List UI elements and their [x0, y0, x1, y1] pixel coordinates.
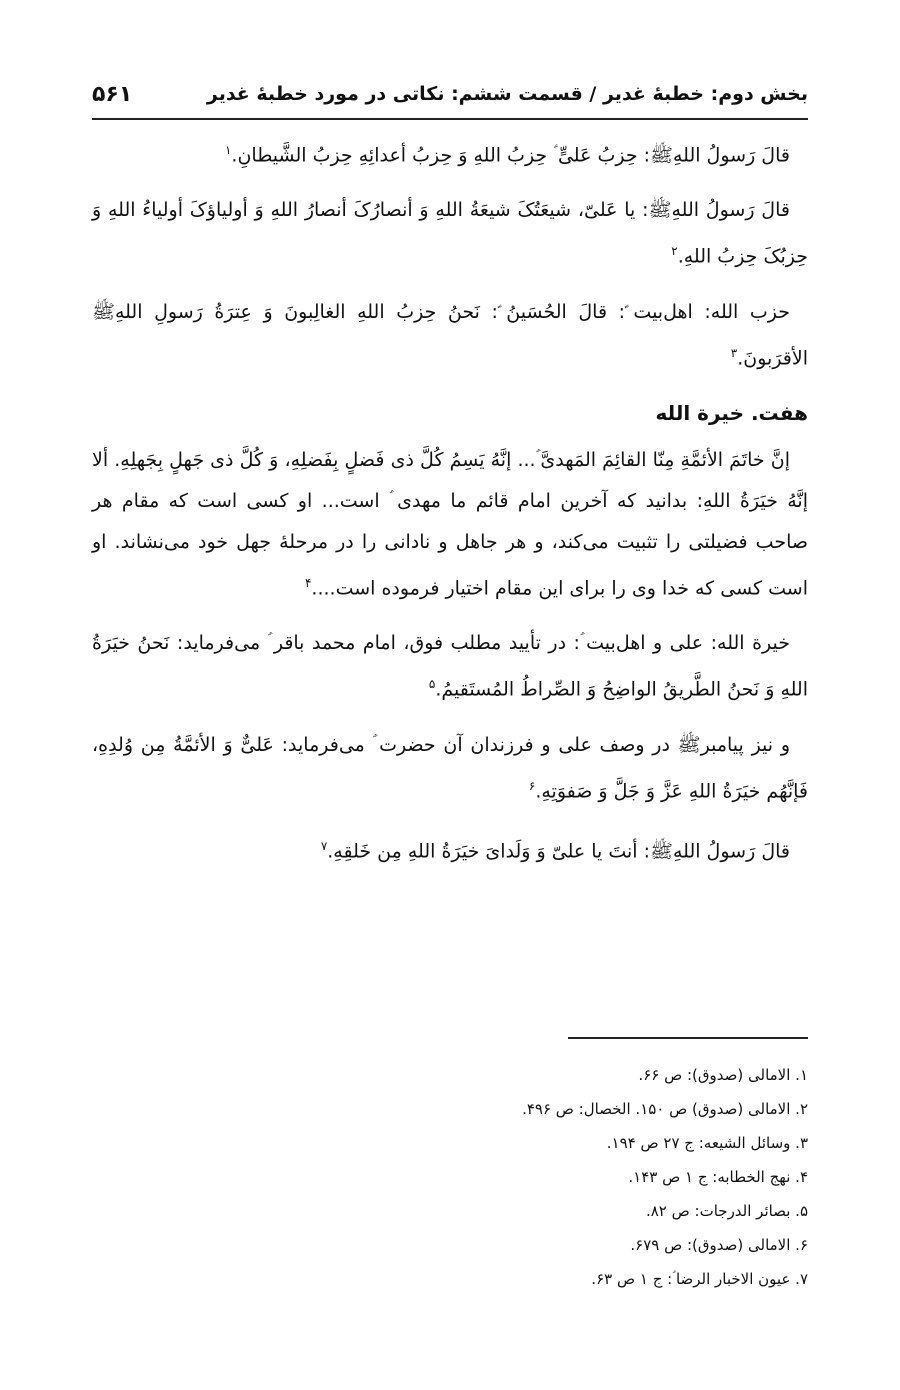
section-heading: هفت. خیرة الله	[655, 400, 808, 425]
footnote-item: ۴. نهج الخطابه: ج ۱ ص ۱۴۳.	[628, 1168, 808, 1186]
paragraph-text: قالَ رَسولُ اللهِﷺ: أنتَ یا علیّ وَ وَلَدایَ خیَرَةُ اللهِ مِن خَلقِهِ.	[327, 840, 790, 863]
paragraph-text: إنَّ خاتَمَ الأئمَّةِ مِنّا القائِمَ المَهدیَّ ؑ... إنَّهُ یَسِمُ کُلَّ ذی فَضلٍ بِفَضلِهِ، وَ کُلَّ ذی جَهلٍ بِجَهلِهِ. ألا إنَّهُ خیَرَةُ اللهِ: بدانید که آخرین امام قائم ما مهدی ؑ است... او کسی است که مقام هر صاحب فضیلتی را تثبیت می‌کند، و هر جاهل و نادانی را در مرحلهٔ جهل خود می‌نشاند. او است کسی که خدا وی را برای این مقام اختیار فرموده است....	[92, 448, 808, 600]
running-title: بخش دوم: خطبهٔ غدیر / قسمت ششم: نکاتی در مورد خطبهٔ غدیر	[206, 83, 808, 105]
paragraph	[92, 725, 808, 812]
paragraph-text: قالَ رَسولُ اللهِﷺ: حِزبُ عَلیٍّ ؑ حِزبُ اللهِ وَ حِزبُ أعدائِهِ حِزبُ الشَّیطانِ.	[231, 144, 790, 167]
footnote-item: ۷. عیون الاخبار الرضا ؑ: ج ۱ ص ۶۳.	[591, 1270, 808, 1288]
footnote-ref[interactable]: ۴	[304, 575, 312, 590]
footnote-item: ۲. الامالی (صدوق) ص ۱۵۰. الخصال: ص ۴۹۶.	[522, 1100, 808, 1118]
footnote-item: ۱. الامالی (صدوق): ص ۶۶.	[638, 1066, 808, 1084]
main-text	[92, 130, 808, 886]
footnote-item: ۵. بصائر الدرجات: ص ۸۲.	[645, 1202, 808, 1220]
paragraph-text: حزب الله: اهل‌بیت ؑ: قالَ الحُسَینُ ؑ: نَحنُ حِزبُ اللهِ الغالِبونَ وَ عِترَةُ رَسولِ اللهِﷺ الأقرَبونَ.	[92, 300, 808, 369]
paragraph	[92, 190, 808, 277]
footnote-ref[interactable]: ۲	[671, 244, 678, 259]
footnote-ref[interactable]: ۶	[528, 778, 536, 793]
paragraph	[92, 826, 808, 872]
page-header	[92, 70, 808, 120]
paragraph-text: و نیز پیامبرﷺ در وصف علی و فرزندان آن حضرت ؑ می‌فرماید: عَلیٌّ وَ الأئمَّةُ مِن وُلدِهِ، فَإنَّهُم خیَرَةُ اللهِ عَزَّ وَ جَلَّ وَ صَفوَتِهِ.	[92, 733, 808, 802]
footnote-item: ۶. الامالی (صدوق): ص ۶۷۹.	[630, 1236, 808, 1254]
footnote-divider	[568, 1037, 808, 1039]
paragraph	[92, 623, 808, 710]
footnote-ref[interactable]: ۵	[428, 677, 436, 692]
paragraph-text: قالَ رَسولُ اللهِﷺ: یا عَلیّ، شیعَتُکَ شیعَةُ اللهِ وَ أنصارُکَ أنصارُ اللهِ وَ أولیاؤکَ أولیاءُ اللهِ وَ حِزبُکَ حِزبُ اللهِ.	[92, 199, 808, 268]
page-number: ۵۶۱	[92, 81, 133, 107]
paragraph	[92, 440, 808, 609]
paragraph-text: خیرة الله: علی و اهل‌بیت ؑ: در تأیید مطلب فوق، امام محمد باقر ؑ می‌فرماید: نَحنُ خیَرَةُ اللهِ وَ نَحنُ الطَّریقُ الواضِحُ وَ الصِّراطُ المُستَقیمُ.	[92, 632, 808, 701]
paragraph	[92, 292, 808, 379]
paragraph	[92, 130, 808, 176]
footnotes	[92, 1058, 808, 1296]
footnote-ref[interactable]: ۱	[224, 143, 232, 157]
footnote-ref[interactable]: ۷	[320, 838, 328, 853]
footnote-item: ۳. وسائل الشیعه: ج ۲۷ ص ۱۹۴.	[606, 1134, 808, 1152]
footnote-ref[interactable]: ۳	[730, 345, 738, 360]
